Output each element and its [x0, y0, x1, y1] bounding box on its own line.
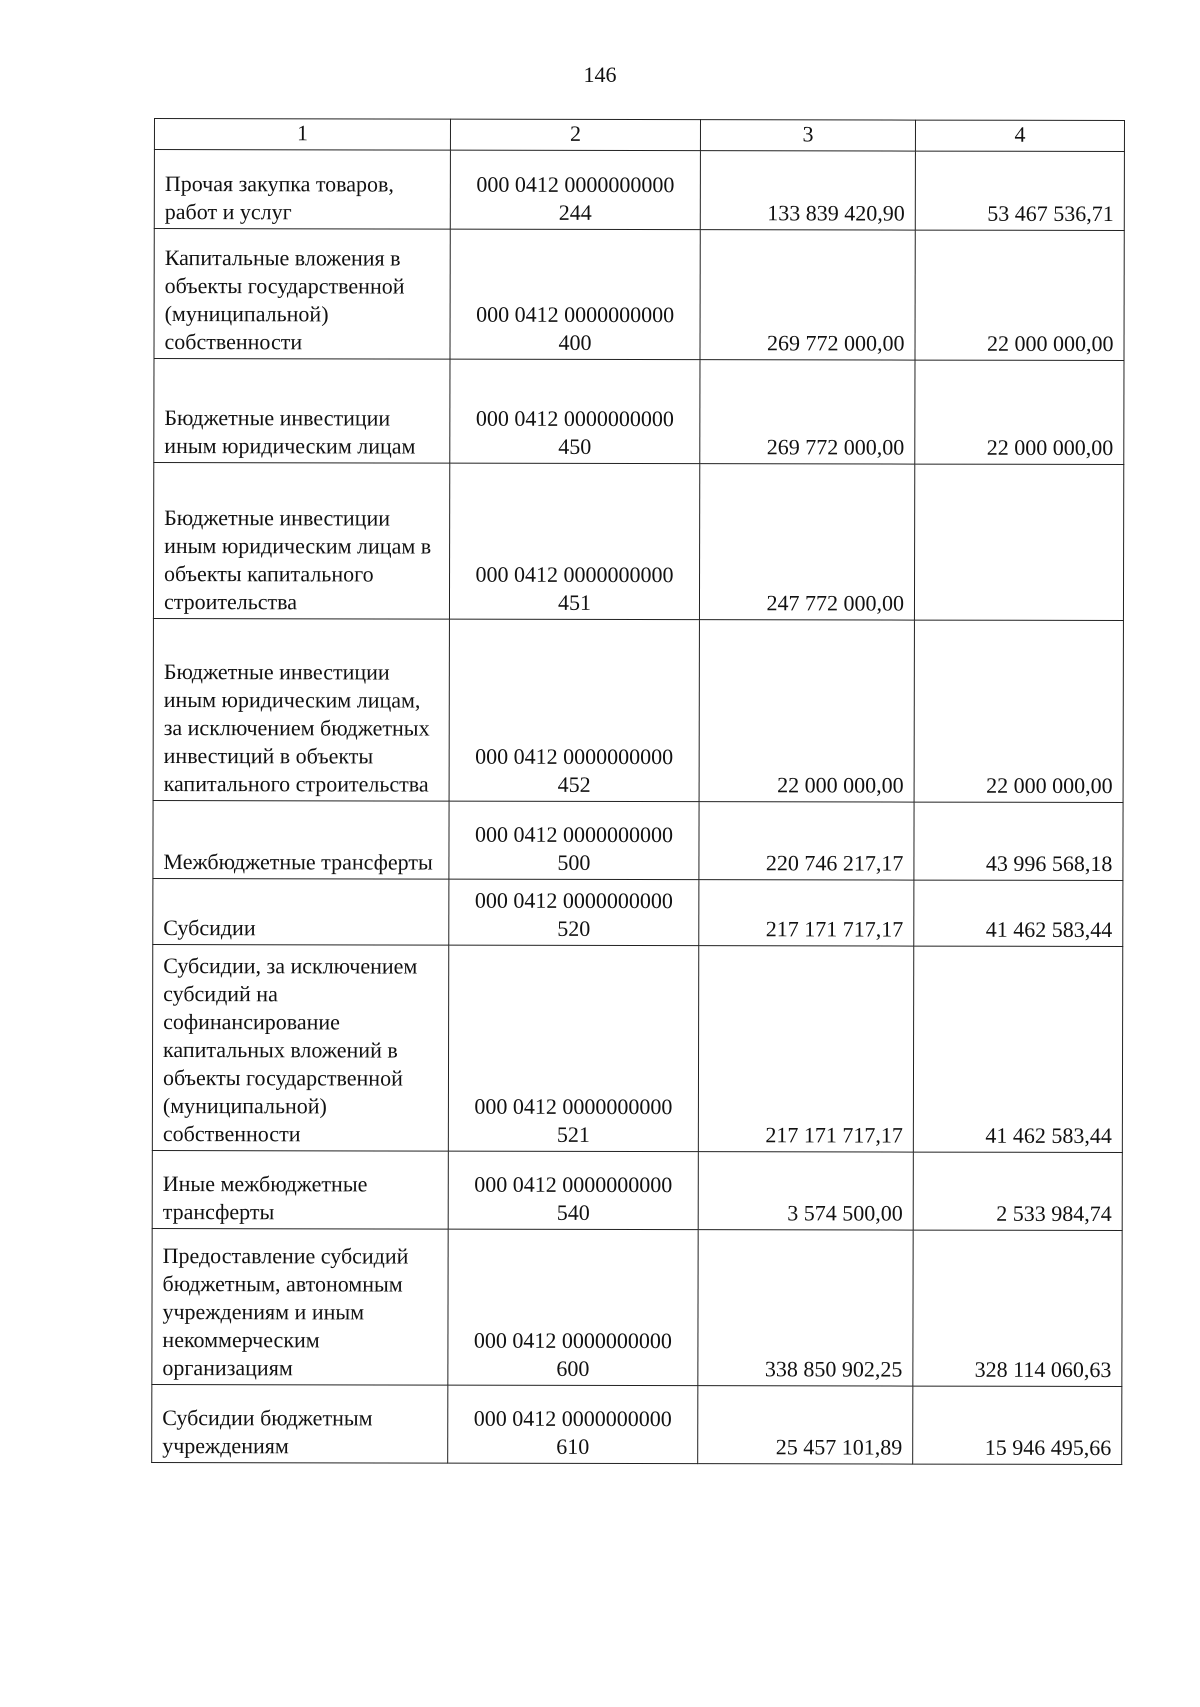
row-name: Бюджетные инвестиции иным юридическим лицам, за исключением бюджетных инвестиций в объекты капитального строительства	[153, 618, 449, 801]
row-code-main: 000 0412 0000000000	[474, 887, 673, 914]
table-row	[152, 944, 1122, 1152]
table-row	[152, 1228, 1122, 1386]
row-code-type: 451	[557, 589, 592, 615]
row-code-main: 000 0412 0000000000	[473, 1405, 672, 1432]
row-value-col4: 41 462 583,44	[913, 946, 1122, 1152]
row-value-col4: 41 462 583,44	[914, 880, 1123, 946]
row-name: Бюджетные инвестиции иным юридическим лицам	[154, 359, 450, 464]
row-code-type: 610	[556, 1433, 590, 1459]
row-name: Предоставление субсидий бюджетным, автономным учреждениям и иным некоммерческим организациям	[152, 1228, 448, 1385]
row-code-type: 244	[558, 199, 592, 225]
row-value-col3: 220 746 217,17	[699, 802, 914, 880]
row-code-type: 500	[557, 849, 591, 875]
header-col-2: 2	[450, 119, 700, 151]
table-row	[154, 229, 1124, 361]
row-code-main: 000 0412 0000000000	[475, 561, 674, 588]
row-value-col3: 269 772 000,00	[700, 360, 915, 464]
row-value-col4: 15 946 495,66	[913, 1386, 1122, 1464]
row-code	[450, 229, 700, 360]
row-value-col3: 133 839 420,90	[700, 151, 915, 230]
row-code-type: 400	[558, 329, 592, 355]
row-value-col4: 328 114 060,63	[913, 1230, 1122, 1386]
row-code	[449, 463, 699, 620]
table-row	[152, 1384, 1122, 1464]
table-row	[153, 878, 1123, 946]
header-col-4: 4	[915, 120, 1124, 151]
row-value-col4: 2 533 984,74	[913, 1152, 1122, 1230]
row-code	[448, 1229, 698, 1386]
row-name: Субсидии	[153, 878, 449, 945]
table-row	[154, 150, 1124, 231]
row-code-main: 000 0412 0000000000	[474, 821, 674, 848]
row-code-main: 000 0412 0000000000	[475, 405, 674, 432]
row-code-main: 000 0412 0000000000	[474, 1171, 673, 1198]
row-value-col3: 25 457 101,89	[698, 1386, 913, 1464]
row-code	[448, 1385, 698, 1464]
row-value-col4	[914, 464, 1123, 620]
row-value-col3: 22 000 000,00	[699, 620, 914, 802]
table-row	[153, 800, 1123, 880]
row-code	[448, 1151, 698, 1230]
row-code	[450, 150, 700, 230]
row-code-type: 452	[557, 771, 591, 797]
row-value-col4: 53 467 536,71	[915, 151, 1124, 230]
table-row	[153, 463, 1123, 621]
row-value-col3: 269 772 000,00	[700, 230, 915, 360]
row-code-type: 520	[557, 915, 591, 941]
budget-table	[151, 118, 1125, 1465]
row-code	[449, 879, 699, 946]
row-code-main: 000 0412 0000000000	[476, 171, 675, 198]
table-row	[154, 359, 1124, 465]
row-name: Субсидии, за исключением субсидий на софинансирование капитальных вложений в объекты государственной (муниципальной) собственности	[152, 944, 448, 1151]
row-value-col3: 217 171 717,17	[698, 946, 913, 1152]
row-name: Прочая закупка товаров, работ и услуг	[154, 150, 450, 230]
row-code-main: 000 0412 0000000000	[474, 1093, 673, 1120]
row-code	[450, 359, 700, 464]
row-code-main: 000 0412 0000000000	[473, 1327, 672, 1354]
row-code	[449, 801, 699, 880]
page-number: 146	[583, 62, 617, 87]
row-code-type: 521	[556, 1121, 590, 1147]
row-name: Иные межбюджетные трансферты	[152, 1150, 448, 1229]
table-row	[153, 618, 1123, 802]
row-value-col3: 217 171 717,17	[699, 880, 914, 946]
row-code-type: 600	[556, 1355, 590, 1381]
row-code	[448, 945, 698, 1152]
row-name: Капитальные вложения в объекты государственной (муниципальной) собственности	[154, 229, 450, 360]
row-code	[449, 619, 699, 802]
row-name: Межбюджетные трансферты	[153, 800, 449, 879]
row-value-col4: 22 000 000,00	[915, 230, 1124, 360]
row-code-main: 000 0412 0000000000	[475, 743, 674, 770]
row-name: Субсидии бюджетным учреждениям	[152, 1384, 448, 1463]
table-row	[152, 1150, 1122, 1230]
row-code-type: 540	[556, 1199, 590, 1225]
row-value-col3: 3 574 500,00	[698, 1152, 913, 1230]
row-value-col4: 22 000 000,00	[915, 360, 1124, 464]
row-code-type: 450	[558, 433, 592, 459]
row-value-col4: 43 996 568,18	[914, 802, 1123, 880]
header-col-1: 1	[154, 119, 450, 151]
row-value-col3: 338 850 902,25	[698, 1230, 913, 1386]
header-col-3: 3	[700, 120, 915, 151]
row-name: Бюджетные инвестиции иным юридическим лицам в объекты капитального строительства	[153, 463, 449, 620]
row-value-col3: 247 772 000,00	[699, 464, 914, 620]
row-code-main: 000 0412 0000000000	[476, 301, 675, 328]
row-value-col4: 22 000 000,00	[914, 620, 1123, 802]
header-row	[154, 119, 1124, 152]
